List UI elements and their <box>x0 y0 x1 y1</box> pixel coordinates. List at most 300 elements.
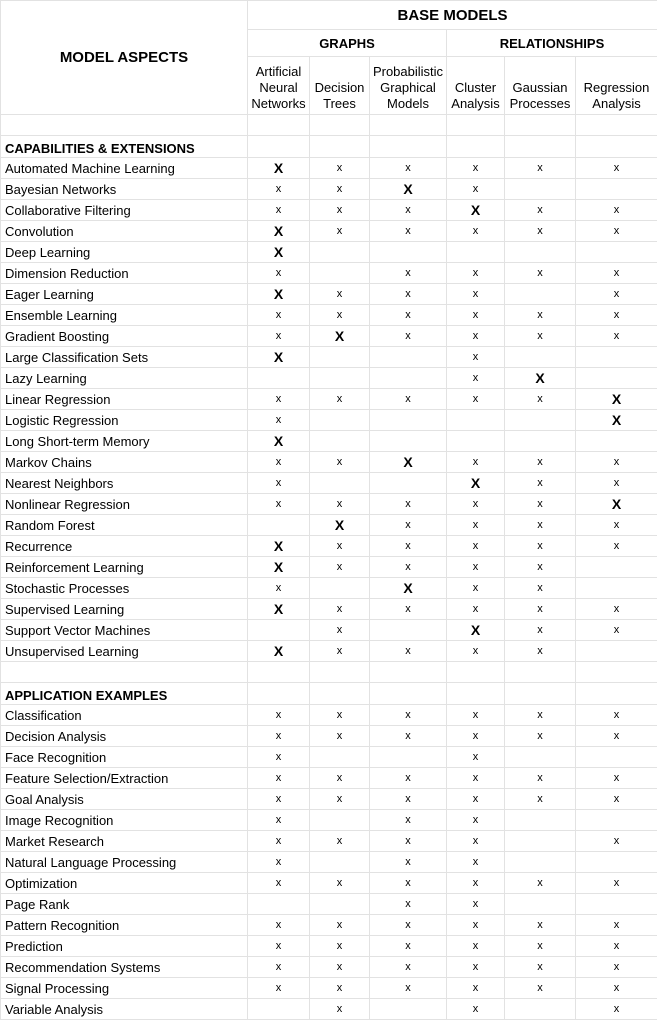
check-mark-cell: x <box>576 705 657 726</box>
check-mark-cell: x <box>505 263 576 284</box>
empty-cell <box>505 284 576 305</box>
check-mark-cell: x <box>505 515 576 536</box>
row-label: Recommendation Systems <box>1 957 248 978</box>
empty-cell <box>310 347 370 368</box>
empty-cell <box>248 368 310 389</box>
section-title: APPLICATION EXAMPLES <box>1 683 248 705</box>
table-row <box>1 473 657 494</box>
empty-cell <box>576 368 657 389</box>
check-mark-cell: x <box>248 473 310 494</box>
table-row <box>1 347 657 368</box>
check-mark-cell: x <box>310 305 370 326</box>
empty-cell <box>505 894 576 915</box>
empty-cell <box>576 894 657 915</box>
check-mark-cell: x <box>248 389 310 410</box>
empty-cell <box>505 242 576 263</box>
section-title: CAPABILITIES & EXTENSIONS <box>1 136 248 158</box>
check-mark-cell: x <box>370 263 447 284</box>
row-label: Stochastic Processes <box>1 578 248 599</box>
check-mark-cell: X <box>248 641 310 662</box>
check-mark-cell: x <box>370 768 447 789</box>
check-mark-cell: x <box>447 326 505 347</box>
table-row <box>1 810 657 831</box>
row-label: Feature Selection/Extraction <box>1 768 248 789</box>
check-mark-cell: x <box>576 452 657 473</box>
empty-cell <box>310 263 370 284</box>
check-mark-cell: x <box>310 536 370 557</box>
spacer-cell <box>576 662 657 683</box>
table-row <box>1 158 657 179</box>
empty-cell <box>576 347 657 368</box>
check-mark-cell: x <box>370 494 447 515</box>
empty-cell <box>576 578 657 599</box>
table-row <box>1 431 657 452</box>
check-mark-cell: x <box>248 768 310 789</box>
check-mark-cell: x <box>505 599 576 620</box>
empty-cell <box>505 347 576 368</box>
column-heading-line: Models <box>387 96 429 111</box>
check-mark-cell: x <box>310 200 370 221</box>
column-heading-line: Analysis <box>592 96 640 111</box>
column-heading-line: Cluster <box>455 80 496 95</box>
empty-cell <box>576 136 657 158</box>
check-mark-cell: x <box>505 726 576 747</box>
check-mark-cell: X <box>248 536 310 557</box>
row-label: Linear Regression <box>1 389 248 410</box>
table-row <box>1 578 657 599</box>
check-mark-cell: x <box>248 789 310 810</box>
check-mark-cell: x <box>310 831 370 852</box>
check-mark-cell: x <box>248 936 310 957</box>
check-mark-cell: x <box>505 789 576 810</box>
row-label: Automated Machine Learning <box>1 158 248 179</box>
check-mark-cell: X <box>505 368 576 389</box>
check-mark-cell: x <box>576 957 657 978</box>
check-mark-cell: x <box>447 768 505 789</box>
check-mark-cell: x <box>505 473 576 494</box>
table-row <box>1 915 657 936</box>
empty-cell <box>248 999 310 1020</box>
spacer-cell <box>447 115 505 136</box>
empty-cell <box>447 683 505 705</box>
check-mark-cell: X <box>576 494 657 515</box>
check-mark-cell: x <box>310 978 370 999</box>
check-mark-cell: x <box>505 494 576 515</box>
check-mark-cell: x <box>370 852 447 873</box>
check-mark-cell: X <box>248 242 310 263</box>
check-mark-cell: x <box>370 326 447 347</box>
column-heading-line: Analysis <box>451 96 499 111</box>
table-row <box>1 789 657 810</box>
empty-cell <box>505 747 576 768</box>
row-label: Recurrence <box>1 536 248 557</box>
spacer-cell <box>505 662 576 683</box>
check-mark-cell: x <box>447 936 505 957</box>
column-heading-line: Neural <box>259 80 297 95</box>
check-mark-cell: x <box>370 936 447 957</box>
table-row <box>1 894 657 915</box>
table-row <box>1 557 657 578</box>
empty-cell <box>505 831 576 852</box>
empty-cell <box>310 578 370 599</box>
empty-cell <box>310 410 370 431</box>
check-mark-cell: x <box>576 284 657 305</box>
check-mark-cell: X <box>576 389 657 410</box>
row-label: Signal Processing <box>1 978 248 999</box>
empty-cell <box>505 683 576 705</box>
check-mark-cell: X <box>447 200 505 221</box>
empty-cell <box>576 179 657 200</box>
empty-cell <box>370 683 447 705</box>
check-mark-cell: x <box>370 810 447 831</box>
check-mark-cell: x <box>505 936 576 957</box>
check-mark-cell: x <box>447 747 505 768</box>
check-mark-cell: x <box>447 179 505 200</box>
spacer-cell <box>1 662 248 683</box>
check-mark-cell: x <box>248 305 310 326</box>
row-label: Market Research <box>1 831 248 852</box>
empty-cell <box>576 852 657 873</box>
check-mark-cell: x <box>576 536 657 557</box>
check-mark-cell: x <box>248 957 310 978</box>
check-mark-cell: x <box>447 536 505 557</box>
empty-cell <box>505 999 576 1020</box>
table-row <box>1 768 657 789</box>
empty-cell <box>310 747 370 768</box>
check-mark-cell: x <box>248 263 310 284</box>
check-mark-cell: x <box>310 641 370 662</box>
check-mark-cell: x <box>505 873 576 894</box>
check-mark-cell: x <box>310 284 370 305</box>
check-mark-cell: X <box>310 515 370 536</box>
check-mark-cell: x <box>576 158 657 179</box>
row-label: Lazy Learning <box>1 368 248 389</box>
check-mark-cell: X <box>310 326 370 347</box>
check-mark-cell: x <box>505 915 576 936</box>
check-mark-cell: x <box>248 410 310 431</box>
check-mark-cell: x <box>370 957 447 978</box>
check-mark-cell: x <box>505 305 576 326</box>
table-row <box>1 515 657 536</box>
check-mark-cell: x <box>576 726 657 747</box>
empty-cell <box>505 179 576 200</box>
check-mark-cell: x <box>370 641 447 662</box>
check-mark-cell: x <box>370 200 447 221</box>
row-label: Nonlinear Regression <box>1 494 248 515</box>
empty-cell <box>248 683 310 705</box>
check-mark-cell: x <box>310 936 370 957</box>
check-mark-cell: x <box>576 263 657 284</box>
column-heading-line: Artificial <box>256 64 302 79</box>
empty-cell <box>370 368 447 389</box>
table-row <box>1 452 657 473</box>
check-mark-cell: X <box>370 452 447 473</box>
check-mark-cell: x <box>447 726 505 747</box>
column-heading <box>310 57 370 115</box>
check-mark-cell: x <box>370 978 447 999</box>
empty-cell <box>370 999 447 1020</box>
row-label: Natural Language Processing <box>1 852 248 873</box>
empty-cell <box>310 136 370 158</box>
check-mark-cell: x <box>576 978 657 999</box>
spacer-cell <box>370 115 447 136</box>
table-row <box>1 873 657 894</box>
empty-cell <box>576 641 657 662</box>
row-label: Reinforcement Learning <box>1 557 248 578</box>
check-mark-cell: x <box>447 515 505 536</box>
empty-cell <box>370 347 447 368</box>
empty-cell <box>248 894 310 915</box>
empty-cell <box>370 410 447 431</box>
check-mark-cell: x <box>505 620 576 641</box>
check-mark-cell: x <box>248 978 310 999</box>
column-heading-line: Regression <box>584 80 650 95</box>
empty-cell <box>310 368 370 389</box>
check-mark-cell: x <box>248 578 310 599</box>
check-mark-cell: x <box>505 978 576 999</box>
empty-cell <box>447 242 505 263</box>
table-row <box>1 620 657 641</box>
row-label: Gradient Boosting <box>1 326 248 347</box>
check-mark-cell: X <box>370 578 447 599</box>
check-mark-cell: x <box>447 705 505 726</box>
empty-cell <box>248 515 310 536</box>
check-mark-cell: x <box>576 915 657 936</box>
row-label: Long Short-term Memory <box>1 431 248 452</box>
empty-cell <box>576 747 657 768</box>
check-mark-cell: x <box>248 494 310 515</box>
check-mark-cell: x <box>576 326 657 347</box>
check-mark-cell: x <box>248 452 310 473</box>
table-row <box>1 852 657 873</box>
row-label: Nearest Neighbors <box>1 473 248 494</box>
spacer-cell <box>1 115 248 136</box>
row-label: Image Recognition <box>1 810 248 831</box>
check-mark-cell: x <box>447 305 505 326</box>
row-label: Eager Learning <box>1 284 248 305</box>
row-label: Deep Learning <box>1 242 248 263</box>
check-mark-cell: x <box>370 873 447 894</box>
spacer-cell <box>248 115 310 136</box>
column-heading-line: Processes <box>510 96 571 111</box>
check-mark-cell: x <box>505 389 576 410</box>
empty-cell <box>310 473 370 494</box>
column-heading-line: Graphical <box>380 80 436 95</box>
empty-cell <box>447 431 505 452</box>
table-row <box>1 494 657 515</box>
empty-cell <box>310 852 370 873</box>
check-mark-cell: x <box>248 326 310 347</box>
check-mark-cell: x <box>310 557 370 578</box>
check-mark-cell: x <box>248 831 310 852</box>
table-row <box>1 368 657 389</box>
check-mark-cell: x <box>576 473 657 494</box>
check-mark-cell: x <box>248 852 310 873</box>
empty-cell <box>310 810 370 831</box>
check-mark-cell: x <box>576 768 657 789</box>
check-mark-cell: x <box>310 789 370 810</box>
row-label: Goal Analysis <box>1 789 248 810</box>
table-row <box>1 410 657 431</box>
check-mark-cell: x <box>576 200 657 221</box>
column-heading-line: Trees <box>323 96 356 111</box>
check-mark-cell: x <box>370 599 447 620</box>
empty-cell <box>370 431 447 452</box>
column-heading-line: Networks <box>251 96 305 111</box>
row-label: Page Rank <box>1 894 248 915</box>
table-row <box>1 641 657 662</box>
spacer-cell <box>576 115 657 136</box>
check-mark-cell: x <box>248 873 310 894</box>
empty-cell <box>310 894 370 915</box>
check-mark-cell: x <box>447 578 505 599</box>
check-mark-cell: x <box>447 557 505 578</box>
empty-cell <box>370 473 447 494</box>
check-mark-cell: X <box>248 284 310 305</box>
check-mark-cell: X <box>447 473 505 494</box>
check-mark-cell: x <box>505 957 576 978</box>
check-mark-cell: x <box>447 894 505 915</box>
table-row <box>1 705 657 726</box>
check-mark-cell: x <box>576 999 657 1020</box>
row-label: Dimension Reduction <box>1 263 248 284</box>
row-label: Pattern Recognition <box>1 915 248 936</box>
table-row <box>1 978 657 999</box>
column-heading-line: Probabilistic <box>373 64 443 79</box>
check-mark-cell: x <box>310 726 370 747</box>
check-mark-cell: x <box>310 873 370 894</box>
check-mark-cell: x <box>505 768 576 789</box>
row-label: Logistic Regression <box>1 410 248 431</box>
empty-cell <box>576 810 657 831</box>
table-row <box>1 957 657 978</box>
check-mark-cell: x <box>310 179 370 200</box>
check-mark-cell: x <box>576 515 657 536</box>
check-mark-cell: x <box>576 305 657 326</box>
empty-cell <box>310 683 370 705</box>
model-aspects-heading: MODEL ASPECTS <box>1 1 248 115</box>
empty-cell <box>576 683 657 705</box>
check-mark-cell: x <box>248 747 310 768</box>
empty-cell <box>310 431 370 452</box>
check-mark-cell: x <box>370 389 447 410</box>
check-mark-cell: x <box>576 789 657 810</box>
check-mark-cell: x <box>310 999 370 1020</box>
table-row <box>1 726 657 747</box>
check-mark-cell: x <box>310 494 370 515</box>
row-label: Prediction <box>1 936 248 957</box>
empty-cell <box>310 242 370 263</box>
spacer-cell <box>370 662 447 683</box>
table-row <box>1 389 657 410</box>
empty-cell <box>505 431 576 452</box>
table-row <box>1 936 657 957</box>
check-mark-cell: x <box>447 263 505 284</box>
check-mark-cell: x <box>447 158 505 179</box>
check-mark-cell: x <box>505 578 576 599</box>
spacer-cell <box>310 115 370 136</box>
check-mark-cell: x <box>447 852 505 873</box>
spacer-cell <box>447 662 505 683</box>
check-mark-cell: x <box>505 557 576 578</box>
check-mark-cell: x <box>576 620 657 641</box>
check-mark-cell: x <box>447 389 505 410</box>
column-heading <box>370 57 447 115</box>
check-mark-cell: x <box>370 831 447 852</box>
check-mark-cell: x <box>310 915 370 936</box>
check-mark-cell: x <box>505 536 576 557</box>
check-mark-cell: x <box>447 599 505 620</box>
check-mark-cell: x <box>576 599 657 620</box>
table-row <box>1 536 657 557</box>
row-label: Large Classification Sets <box>1 347 248 368</box>
check-mark-cell: x <box>310 599 370 620</box>
check-mark-cell: x <box>248 915 310 936</box>
empty-cell <box>505 136 576 158</box>
check-mark-cell: x <box>447 368 505 389</box>
table-row <box>1 242 657 263</box>
empty-cell <box>505 810 576 831</box>
empty-cell <box>576 431 657 452</box>
column-heading-line: Decision <box>315 80 365 95</box>
check-mark-cell: x <box>505 221 576 242</box>
check-mark-cell: x <box>505 705 576 726</box>
check-mark-cell: x <box>447 284 505 305</box>
check-mark-cell: x <box>576 936 657 957</box>
check-mark-cell: x <box>310 620 370 641</box>
empty-cell <box>370 242 447 263</box>
check-mark-cell: x <box>370 221 447 242</box>
row-label: Support Vector Machines <box>1 620 248 641</box>
check-mark-cell: X <box>248 347 310 368</box>
table-row <box>1 179 657 200</box>
check-mark-cell: x <box>370 158 447 179</box>
base-models-heading: BASE MODELS <box>248 1 657 30</box>
check-mark-cell: X <box>248 599 310 620</box>
row-label: Optimization <box>1 873 248 894</box>
check-mark-cell: x <box>447 999 505 1020</box>
check-mark-cell: x <box>248 200 310 221</box>
check-mark-cell: x <box>248 810 310 831</box>
check-mark-cell: x <box>447 221 505 242</box>
check-mark-cell: x <box>447 831 505 852</box>
table-row <box>1 221 657 242</box>
spacer-cell <box>310 662 370 683</box>
check-mark-cell: X <box>248 557 310 578</box>
table-row <box>1 263 657 284</box>
check-mark-cell: X <box>248 431 310 452</box>
check-mark-cell: x <box>310 452 370 473</box>
empty-cell <box>370 620 447 641</box>
check-mark-cell: x <box>370 305 447 326</box>
table-row <box>1 831 657 852</box>
empty-cell <box>505 410 576 431</box>
group-heading-graphs: GRAPHS <box>248 30 447 57</box>
column-heading <box>447 57 505 115</box>
check-mark-cell: x <box>370 726 447 747</box>
check-mark-cell: x <box>370 536 447 557</box>
check-mark-cell: x <box>505 452 576 473</box>
table-row <box>1 305 657 326</box>
row-label: Convolution <box>1 221 248 242</box>
check-mark-cell: x <box>576 873 657 894</box>
row-label: Unsupervised Learning <box>1 641 248 662</box>
spacer-cell <box>505 115 576 136</box>
check-mark-cell: x <box>447 978 505 999</box>
check-mark-cell: x <box>248 726 310 747</box>
table-row <box>1 747 657 768</box>
check-mark-cell: x <box>370 515 447 536</box>
